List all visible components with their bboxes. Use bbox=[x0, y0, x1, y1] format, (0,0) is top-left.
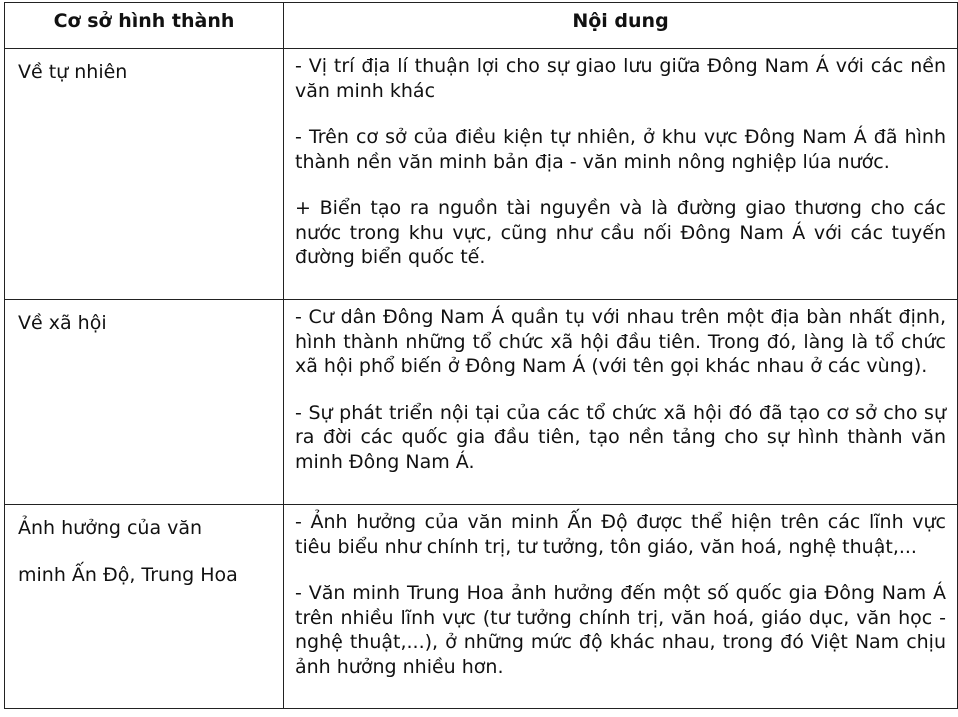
table-row bbox=[5, 300, 958, 505]
header-basis: Cơ sở hình thành bbox=[5, 3, 284, 49]
label-line: minh Ấn Độ, Trung Hoa bbox=[18, 564, 238, 586]
content-table bbox=[4, 2, 958, 709]
content-paragraph: - Cư dân Đông Nam Á quần tụ với nhau trên một địa bàn nhất định, hình thành những tổ chức xã hội đầu tiên. Trong đó, làng là tổ chức xã hội phổ biến ở Đông Nam Á (với tên gọi khác nhau ở các vùng). bbox=[295, 306, 946, 377]
row-content-social bbox=[284, 300, 958, 505]
table-row bbox=[5, 505, 958, 709]
header-row bbox=[5, 3, 958, 49]
row-label-social bbox=[5, 300, 284, 505]
row-content-natural bbox=[284, 49, 958, 300]
header-content: Nội dung bbox=[284, 3, 958, 49]
content-paragraph: + Biển tạo ra nguồn tài nguyền và là đường giao thương cho các nước trong khu vực, cũng như cầu nối Đông Nam Á với các tuyến đường biển quốc tế. bbox=[295, 197, 946, 268]
label-line: Về tự nhiên bbox=[18, 61, 128, 83]
row-content-influence bbox=[284, 505, 958, 709]
label-line: Ảnh hưởng của văn bbox=[18, 517, 203, 539]
row-label-natural bbox=[5, 49, 284, 300]
table-row bbox=[5, 49, 958, 300]
label-line: Về xã hội bbox=[18, 312, 107, 334]
content-paragraph: - Văn minh Trung Hoa ảnh hưởng đến một số quốc gia Đông Nam Á trên nhiều lĩnh vực (tư tưởng chính trị, văn hoá, giáo dục, văn học - nghệ thuật,...), ở những mức độ khác nhau, trong đó Việt Nam chịu ảnh hưởng nhiều hơn. bbox=[295, 582, 946, 678]
content-paragraph: - Sự phát triển nội tại của các tổ chức xã hội đó đã tạo cơ sở cho sự ra đời các quốc gia đầu tiên, tạo nền tảng cho sự hình thành văn minh Đông Nam Á. bbox=[295, 401, 946, 473]
content-paragraph: - Ảnh hưởng của văn minh Ấn Độ được thể hiện trên các lĩnh vực tiêu biểu như chính trị, tư tưởng, tôn giáo, văn hoá, nghệ thuật,... bbox=[295, 511, 946, 558]
content-paragraph: - Vị trí địa lí thuận lợi cho sự giao lưu giữa Đông Nam Á với các nền văn minh khác bbox=[295, 55, 946, 102]
content-paragraph: - Trên cơ sở của điều kiện tự nhiên, ở khu vực Đông Nam Á đã hình thành nền văn minh bản địa - văn minh nông nghiệp lúa nước. bbox=[295, 126, 946, 173]
row-label-influence bbox=[5, 505, 284, 709]
